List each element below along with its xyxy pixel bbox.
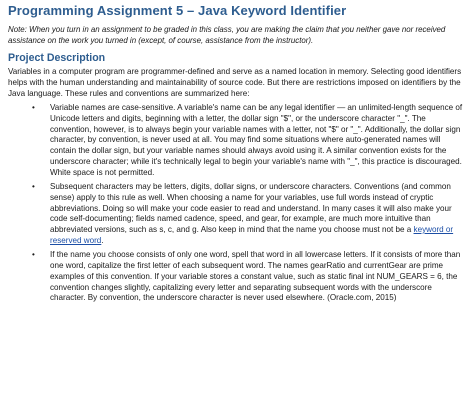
bullet-icon: • <box>32 103 35 113</box>
honor-note: Note: When you turn in an assignment to be graded in this class, you are making the claim that you neither gave nor received assistance on the work you turned in (except, of course, assistance from the instructor). <box>8 25 446 45</box>
rules-list <box>8 103 468 304</box>
intro-paragraph: Variables in a computer program are programmer-defined and serve as a named location in memory. Selecting good identifiers helps with the human understanding and maintainability of source code. But there are restrictions imposed on identifiers by the Java language. These rules and conventions are summarized here: <box>8 67 462 98</box>
assignment-title: Programming Assignment 5 – Java Keyword Identifier <box>8 3 347 18</box>
keyword-reserved-word-link[interactable]: keyword or reserved word <box>50 225 454 245</box>
rule-text: If the name you choose consists of only one word, spell that word in all lowercase letters. If it consists of more than one word, capitalize the first letter of each subsequent word. The names gearRatio and currentGear are prime examples of this convention. If your variable stores a constant value, such as static final int NUM_GEARS = 6, the convention changes slightly, capitalizing every letter and separating subsequent words with the underscore character. By convention, the underscore character is never used elsewhere. (Oracle.com, 2015) <box>50 250 461 303</box>
bullet-icon: • <box>32 182 35 192</box>
bullet-icon: • <box>32 250 35 260</box>
rule-item-case-sensitivity <box>32 103 468 178</box>
section-heading-project-description: Project Description <box>8 52 106 65</box>
rule-text: Subsequent characters may be letters, digits, dollar signs, or underscore characters. Conventions (and common sense) apply to this rule as well. When choosing a name for your variables, use full words instead of cryptic abbreviations. Doing so will make your code easier to read and understand. In many cases it will also make your code self-documenting; fields named cadence, speed, and gear, for example, are much more intuitive than abbreviated versions, such as s, c, and g. Also keep in mind that the name you choose must not be a <box>50 182 452 235</box>
rule-item-subsequent-characters <box>32 182 468 246</box>
rule-text-end: . <box>101 235 104 245</box>
rule-item-naming-convention <box>32 250 468 304</box>
rule-text: Variable names are case-sensitive. A variable's name can be any legal identifier — an unlimited-length sequence of Unicode letters and digits, beginning with a letter, the dollar sign "$", or the underscore character "_". The convention, however, is to always begin your variable names with a letter, not "$" or "_". Additionally, the dollar sign character, by convention, is never used at all. You may find some situations where auto-generated names will contain the dollar sign, but your variable names should always avoid using it. A similar convention exists for the underscore character; while it's technically legal to begin your variable's name with "_", this practice is discouraged. White space is not permitted. <box>50 103 463 177</box>
